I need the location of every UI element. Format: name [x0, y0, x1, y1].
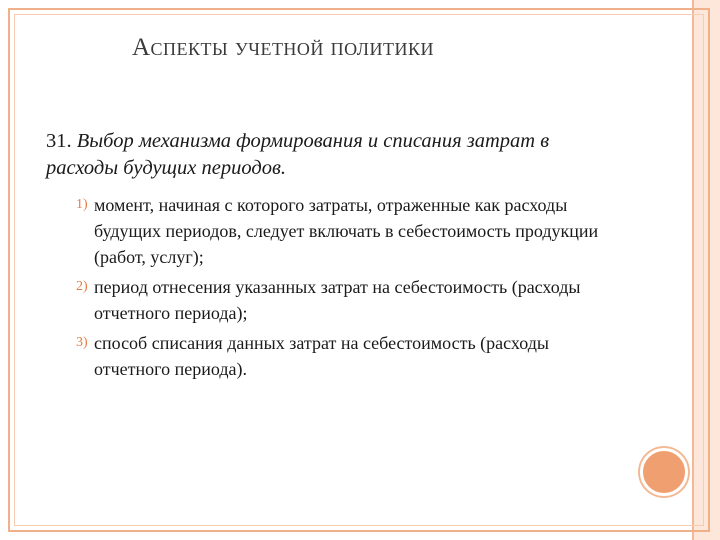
intro-number: 31. [46, 130, 72, 152]
intro-text: Выбор механизма формирования и списания затрат в расходы будущих периодов. [46, 130, 550, 179]
list-item-number: 3) [76, 335, 88, 350]
accent-circle-icon [640, 448, 688, 496]
list-item [46, 330, 626, 382]
slide-title: Аспекты учетной политики [132, 34, 434, 61]
list-item-text: момент, начиная с которого затраты, отраженные как расходы будущих периодов, следует включать в себестоимость продукции (работ, услуг); [94, 195, 599, 267]
list-item [46, 274, 626, 326]
list-item-text: способ списания данных затрат на себестоимость (расходы отчетного периода). [94, 333, 549, 379]
list-item-number: 2) [76, 279, 88, 294]
aspects-list [46, 192, 626, 382]
list-item-number: 1) [76, 197, 88, 212]
intro-paragraph [46, 128, 626, 182]
list-item [46, 192, 626, 270]
slide-body [46, 128, 626, 386]
list-item-text: период отнесения указанных затрат на себестоимость (расходы отчетного периода); [94, 277, 581, 323]
